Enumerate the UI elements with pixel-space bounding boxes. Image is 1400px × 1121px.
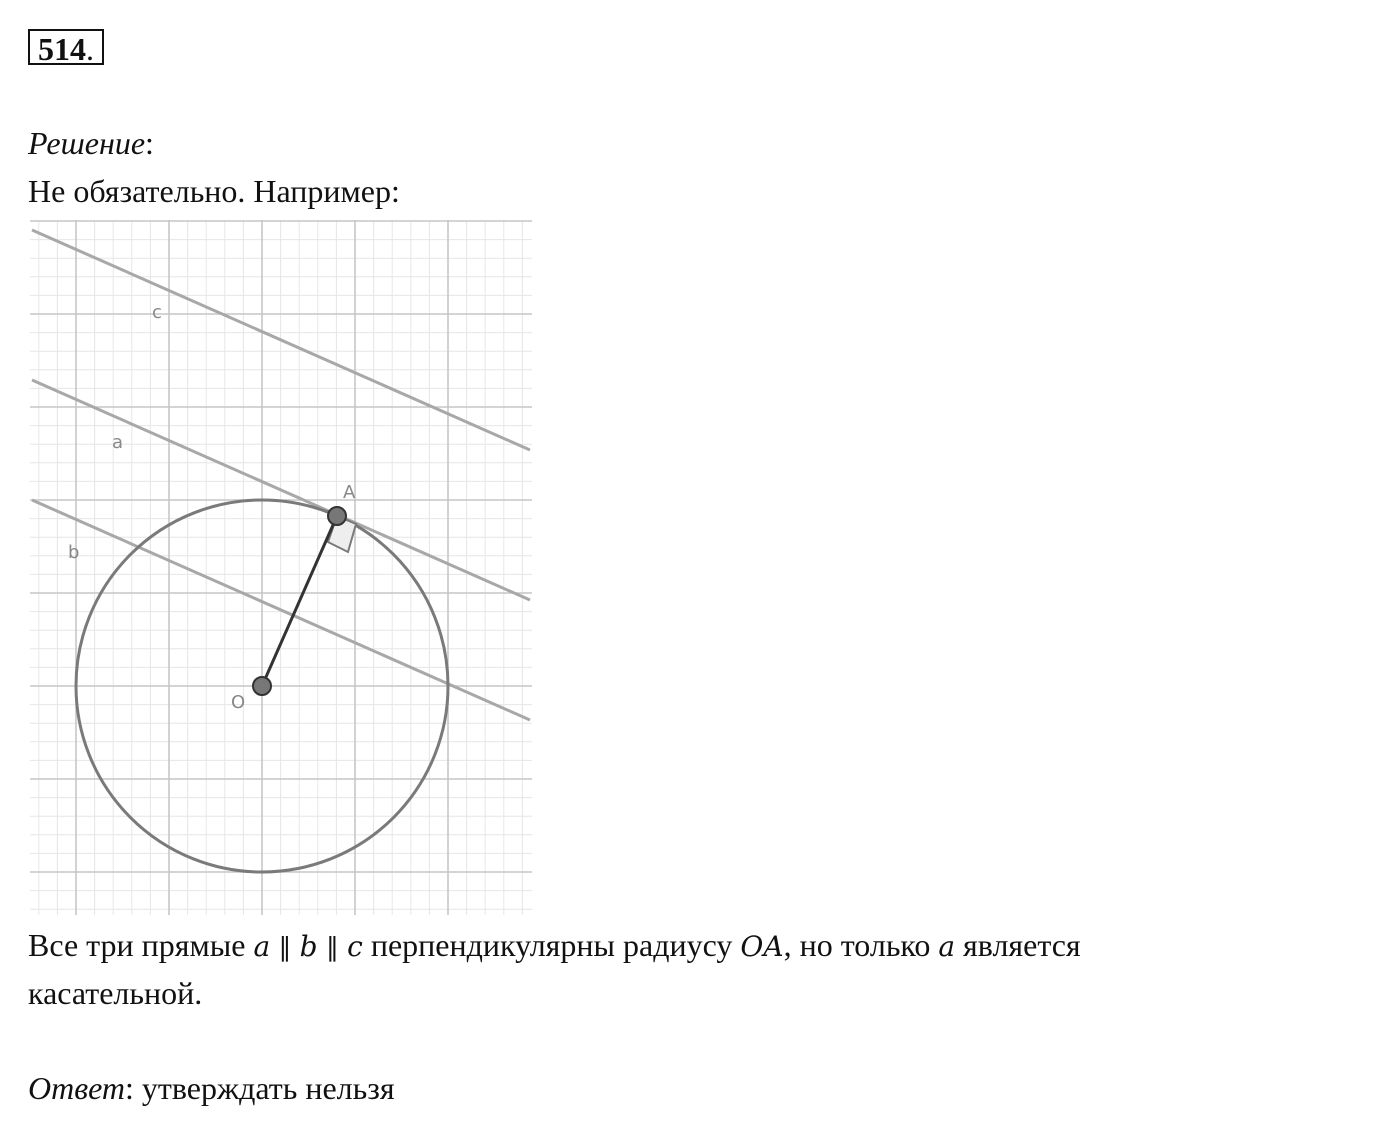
explanation-part4: является <box>955 927 1081 963</box>
label-point-a: A <box>343 482 356 503</box>
answer-line <box>28 1068 395 1108</box>
explanation-part2: перпендикулярны радиусу <box>362 927 741 963</box>
label-a: a <box>112 432 124 453</box>
math-a-2: a <box>938 930 956 963</box>
problem-number-dot: . <box>86 31 94 67</box>
parallel-sign-2: ∥ <box>317 933 348 963</box>
explanation-line-1 <box>28 925 1081 968</box>
geometry-figure <box>30 220 532 915</box>
answer-label: Ответ <box>28 1070 125 1106</box>
point-a <box>328 507 346 525</box>
label-b: b <box>68 542 80 563</box>
problem-number: 514 <box>38 31 86 67</box>
solution-heading-colon: : <box>145 125 154 161</box>
label-c: c <box>152 302 162 323</box>
label-point-o: O <box>231 692 246 713</box>
answer-text: утверждать нельзя <box>141 1070 395 1106</box>
parallel-sign-1: ∥ <box>270 933 300 963</box>
math-c: c <box>347 930 363 963</box>
explanation-part3: , но только <box>783 927 939 963</box>
solution-heading-label: Решение <box>28 125 146 161</box>
math-oa: OA <box>740 930 784 963</box>
answer-colon: : <box>125 1070 142 1106</box>
explanation-line-2: касательной. <box>28 975 203 1011</box>
explanation-part1: Все три прямые <box>28 927 254 963</box>
solution-heading <box>28 123 154 163</box>
solution-first-line: Не обязательно. Например: <box>28 173 400 209</box>
math-b: b <box>299 930 318 963</box>
point-o <box>253 677 271 695</box>
problem-number-box <box>28 29 104 65</box>
math-a: a <box>253 930 271 963</box>
